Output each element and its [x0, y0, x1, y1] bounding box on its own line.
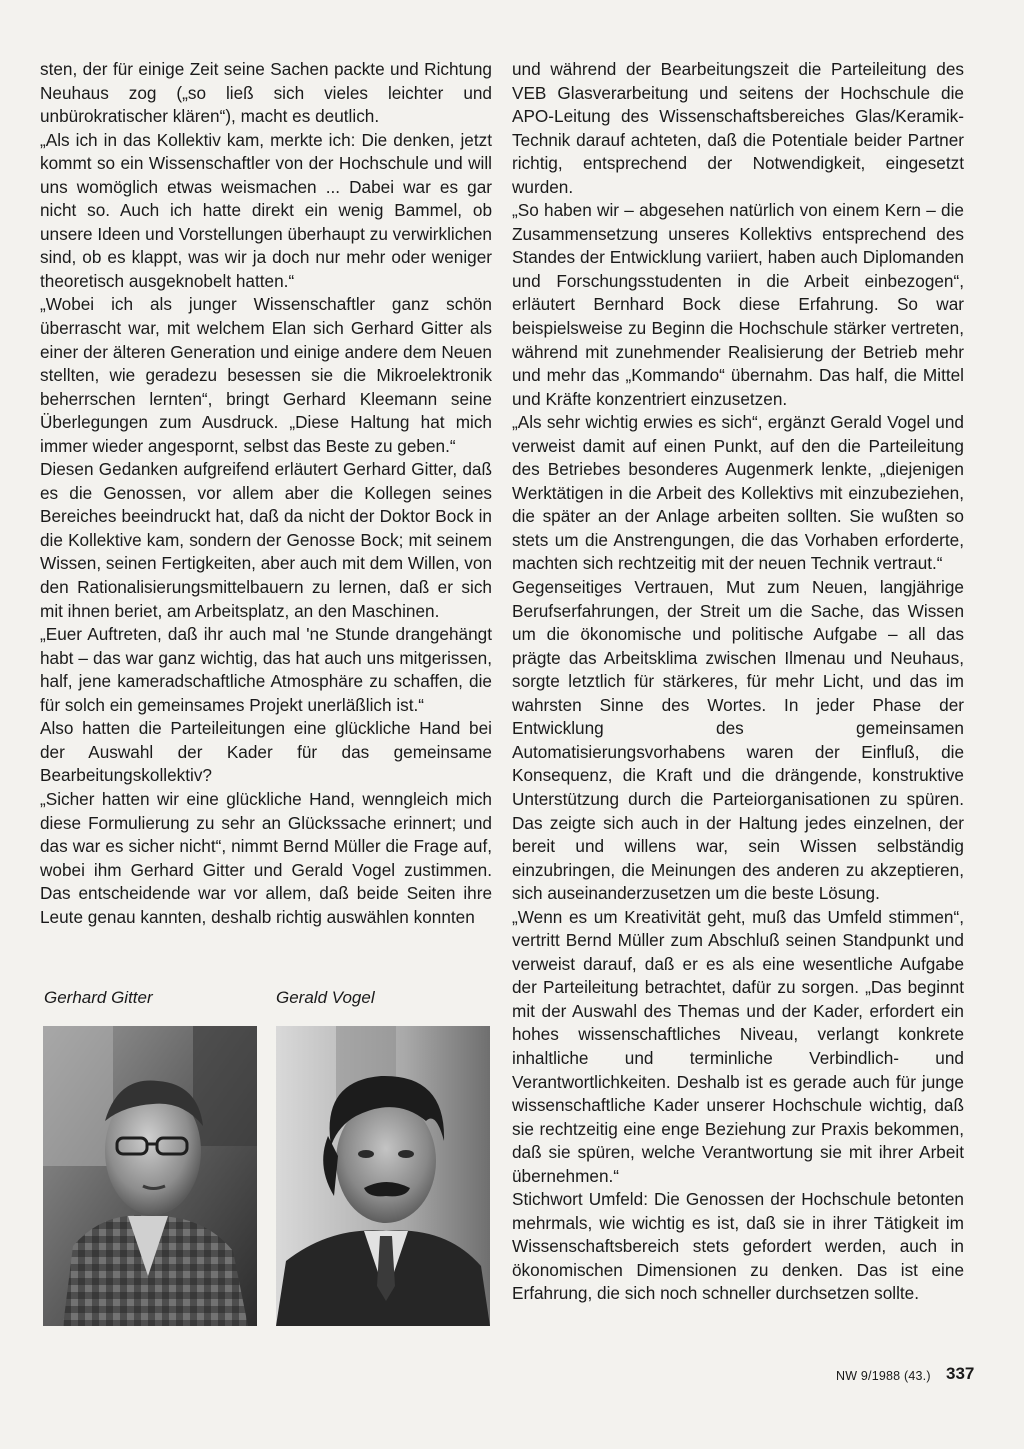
portrait-gitter-image: [43, 1026, 257, 1326]
paragraph: „Als sehr wichtig erwies es sich“, ergänzt Gerald Vogel und verweist damit auf einen Punkt, auf den die Parteileitung des Betriebes besonderes Augenmerk lenkte, „diejenigen Werktätigen in die Arbeit des Kollektivs mit einzubeziehen, die später an der Anlage arbeiten sollten. Sie wußten so stets um die Anstrengungen, die das Vorhaben erforderte, machten sich rechtzeitig mit der neuen Technik vertraut.“: [512, 412, 964, 574]
portrait-photo-gitter: [43, 1026, 257, 1326]
photo-caption-vogel: Gerald Vogel: [276, 988, 375, 1007]
paragraph: Also hatten die Parteileitungen eine glückliche Hand bei der Auswahl der Kader für das gemeinsame Bearbeitungskollektiv?: [40, 718, 492, 786]
paragraph: „Sicher hatten wir eine glückliche Hand, wenngleich mich diese Formulierung zu sehr an Glückssache erinnert; und das war es sicher nicht“, nimmt Bernd Müller die Frage auf, wobei ihm Gerhard Gitter und Gerald Vogel zustimmen. Das entscheidende war vor allem, daß beide Seiten ihre Leute genau kannten, deshalb richtig auswählen konnten: [40, 788, 492, 927]
paragraph: und während der Bearbeitungszeit die Parteileitung des VEB Glasverarbeitung und seitens der Hochschule die APO-Leitung des Wissenschaftsbereiches Glas/Keramik-Technik darauf achteten, daß die Potentiale beider Partner richtig, entsprechend der Notwendigkeit, eingesetzt wurden.: [512, 59, 964, 197]
paragraph: Gegenseitiges Vertrauen, Mut zum Neuen, langjährige Berufserfahrungen, der Streit um die Sache, das Wissen um die ökonomische und politische Aufgabe – all das prägte das Arbeitsklima zwischen Ilmenau und Neuhaus, sorgte letztlich für stärkeres, für mehr Licht, und das im wahrsten Sinne des Wortes. In jeder Phase der Entwicklung des gemeinsamen Automatisierungsvorhabens waren der Einfluß, die Konsequenz, die Kraft und die drängende, konstruktive Unterstützung durch die Parteiorganisationen zu spüren. Das zeigte sich auch in der Haltung jedes einzelnen, der bereit und willens war, sein Wissen selbständig einzubringen, die Meinungen des anderen zu akzeptieren, sich auseinanderzusetzen um die beste Lösung.: [512, 577, 964, 904]
paragraph: „Wenn es um Kreativität geht, muß das Umfeld stimmen“, vertritt Bernd Müller zum Abschluß seinen Standpunkt und verweist darauf, daß er es als eine wesentliche Aufgabe der Parteileitung betrachtet, dafür zu sorgen. „Das beginnt mit der Auswahl des Themas und der Kader, erfordert ein hohes wissenschaftliches Niveau, verlangt konkrete inhaltliche und terminliche Verbindlich- und Verantwortlichkeiten. Deshalb ist es gerade auch für junge wissenschaftliche Kader unserer Hochschule wichtig, daß sie rechtzeitig eine enge Beziehung zur Praxis bekommen, daß sie spüren, welche Verantwortung sie mit ihrer Arbeit übernehmen.“: [512, 906, 964, 1186]
paragraph: „Als ich in das Kollektiv kam, merkte ich: Die denken, jetzt kommt so ein Wissenschaftler von der Hochschule und will uns womöglich etwas weismachen ... Dabei war es gar nicht so. Auch ich hatte direkt ein wenig Bammel, ob unsere Ideen und Vorstellungen überhaupt zu verwirklichen sind, ob es klappt, was wir ja doch nur mehr oder weniger theoretisch ausgeknobelt hatten.“: [40, 129, 492, 291]
right-column: [512, 58, 964, 1306]
page-number: 337: [946, 1364, 975, 1383]
photo-captions: [44, 988, 504, 1018]
portrait-photo-vogel: [276, 1026, 490, 1326]
page-footer: [836, 1364, 976, 1388]
photo-caption-gitter: Gerhard Gitter: [44, 988, 153, 1007]
paragraph: „Wobei ich als junger Wissenschaftler ganz schön überrascht war, mit welchem Elan sich Gerhard Gitter als einer der älteren Generation und einige andere dem Neuen stellten, wie geradezu besessen sie die Mikroelektronik beherrschen lernten“, bringt Gerhard Kleemann seine Überlegungen zum Ausdruck. „Diese Haltung hat mich immer wieder angespornt, selbst das Beste zu geben.“: [40, 294, 492, 456]
paragraph: Stichwort Umfeld: Die Genossen der Hochschule betonten mehrmals, wie wichtig es ist, daß sie in ihrer Tätigkeit im Wissenschaftsbereich stets gefordert werden, auch in ökonomischen Dimensionen zu denken. Das ist eine Erfahrung, die sich noch schneller durchsetzen sollte.: [512, 1189, 964, 1304]
portrait-vogel-image: [276, 1026, 490, 1326]
paragraph: „So haben wir – abgesehen natürlich von einem Kern – die Zusammensetzung unseres Kollektivs entsprechend des Standes der Entwicklung variiert, haben auch Diplomanden und Forschungsstudenten in die Arbeit einbezogen“, erläutert Bernhard Bock diese Erfahrung. So war beispielsweise zu Beginn die Hochschule stärker vertreten, während mit zunehmender Realisierung der Betrieb mehr und mehr das „Kommando“ übernahm. Das half, die Mittel und Kräfte konzentriert einzusetzen.: [512, 200, 964, 409]
paragraph: Diesen Gedanken aufgreifend erläutert Gerhard Gitter, daß es die Genossen, vor allem aber die Kollegen seines Bereiches beeindruckt hat, daß da nicht der Doktor Bock in die Kollektive kam, sondern der Genosse Bock; mit seinem Wissen, seinen Fertigkeiten, aber auch mit dem Willen, von den Rationalisierungsmittelbauern zu lernen, daß er sich mit ihnen beriet, am Arbeitsplatz, an den Maschinen.: [40, 459, 492, 621]
paragraph: sten, der für einige Zeit seine Sachen packte und Richtung Neuhaus zog („so ließ sich vieles leichter und unbürokratischer klären“), macht es deutlich.: [40, 59, 492, 127]
issue-label: NW 9/1988 (43.): [836, 1369, 931, 1383]
left-column: [40, 58, 492, 929]
paragraph: „Euer Auftreten, daß ihr auch mal 'ne Stunde drangehängt habt – das war ganz wichtig, das hat auch uns mitgerissen, half, jene kameradschaftliche Atmosphäre zu schaffen, die für solch ein gemeinsames Projekt unerläßlich ist.“: [40, 624, 492, 715]
